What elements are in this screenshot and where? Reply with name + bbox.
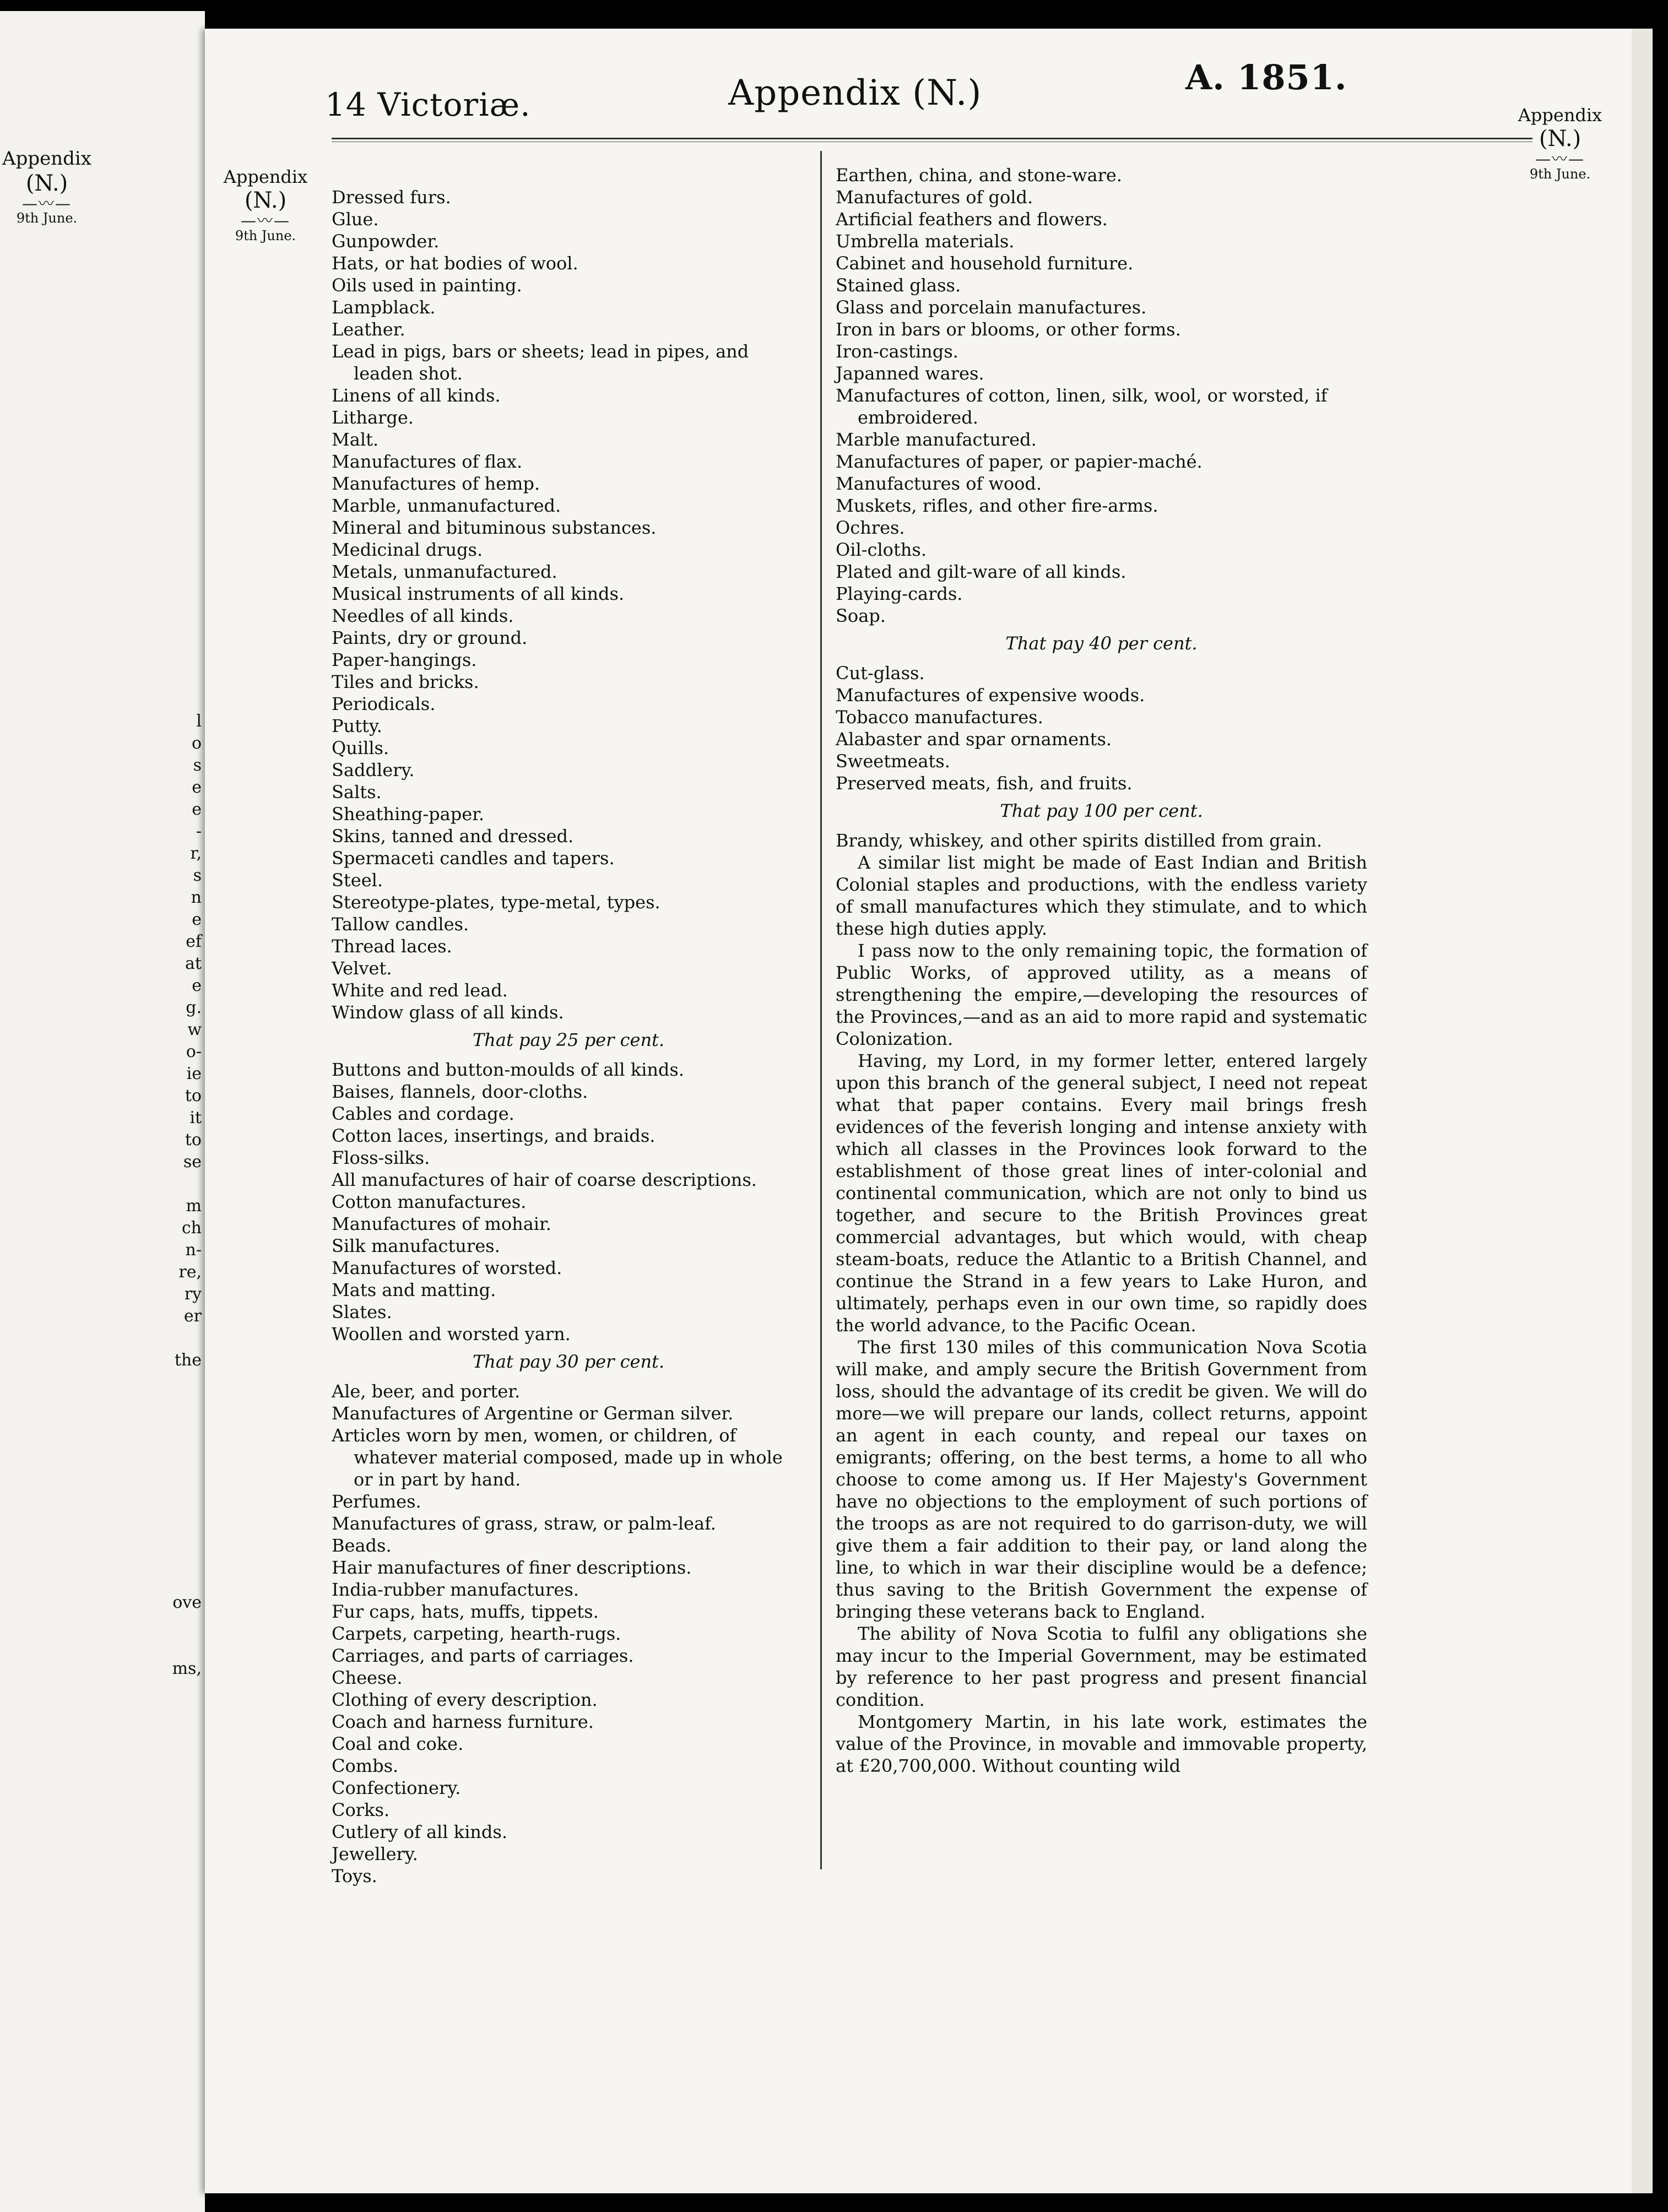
previous-page-fragment: o (191, 734, 202, 753)
duty-item: Tobacco manufactures. (836, 707, 1043, 728)
duty-item: Velvet. (332, 958, 392, 979)
duty-item: Manufactures of paper, or papier-maché. (836, 451, 1203, 472)
previous-page-fragment: er (183, 1306, 202, 1326)
duty-item: India-rubber manufactures. (332, 1579, 579, 1600)
duty-item: Carriages, and parts of carriages. (332, 1645, 634, 1666)
duty-item: Manufactures of worsted. (332, 1257, 562, 1278)
previous-page-fragment: ove (172, 1593, 202, 1612)
duty-item: Manufactures of expensive woods. (836, 685, 1145, 706)
section-heading-25: That pay 25 per cent. (472, 1029, 665, 1050)
duty-item: Silk manufactures. (332, 1235, 500, 1256)
duty-item: Cables and cordage. (332, 1103, 515, 1124)
duty-item: Stained glass. (836, 275, 961, 296)
duty-list-general (332, 186, 805, 1023)
duty-item: Ochres. (836, 517, 905, 538)
duty-item: Baises, flannels, door-cloths. (332, 1081, 588, 1102)
duty-item: Fur caps, hats, muffs, tippets. (332, 1601, 599, 1622)
previous-page-margin-note (0, 148, 94, 226)
duty-item: Manufactures of hemp. (332, 473, 540, 494)
previous-page-fragment: s (193, 866, 202, 885)
duty-item: Saddlery. (332, 760, 415, 780)
previous-page-fragment: to (185, 1086, 202, 1105)
duty-item: Manufactures of grass, straw, or palm-leaf. (332, 1513, 716, 1534)
body-paragraph: The ability of Nova Scotia to fulfil any obligations she may incur to the Imperial Government, may be estimated by reference to her past progress and present financial condition. (836, 1623, 1367, 1710)
duty-item: Salts. (332, 782, 382, 803)
duty-item: Hair manufactures of finer descriptions. (332, 1557, 692, 1578)
duty-item: Stereotype-plates, type-metal, types. (332, 892, 660, 913)
previous-page-fragment: ch (181, 1218, 202, 1238)
duty-item: Manufactures of mohair. (332, 1213, 551, 1234)
duty-item: Iron-castings. (836, 341, 958, 362)
previous-page-fragment: w (187, 1020, 202, 1039)
duty-item: Putty. (332, 715, 382, 736)
previous-page-fragment: n (191, 888, 202, 907)
duty-item: Spermaceti candles and tapers. (332, 848, 615, 869)
duty-item: Gunpowder. (332, 231, 440, 252)
previous-page-fragment: se (183, 1152, 202, 1172)
margin-note-label: Appendix (223, 166, 308, 187)
duty-list-30-percent (332, 1380, 805, 1887)
previous-page-fragment: ie (186, 1064, 202, 1083)
duty-item: Mineral and bituminous substances. (332, 517, 657, 538)
duty-item: Articles worn by men, women, or children, of whatever material composed, made up in whole or in part by hand. (332, 1425, 783, 1490)
previous-page-fragment: r, (190, 844, 202, 863)
duty-item: Lead in pigs, bars or sheets; lead in pipes, and leaden shot. (332, 341, 749, 384)
running-head-title: Appendix (N.) (728, 73, 982, 113)
letter-body (836, 852, 1367, 1777)
body-paragraph: A similar list might be made of East Indian and British Colonial staples and productions, with the endless variety of small manufactures which they stimulate, and to which these high duties apply. (836, 852, 1367, 939)
duty-item: White and red lead. (332, 980, 508, 1001)
duty-item: Coal and coke. (332, 1733, 464, 1754)
duty-item: Japanned wares. (836, 363, 984, 384)
duty-item: Manufactures of wood. (836, 473, 1042, 494)
previous-page-fragment: to (185, 1130, 202, 1150)
duty-item: Artificial feathers and flowers. (836, 209, 1108, 230)
previous-page-fragment: s (193, 756, 202, 775)
duty-item: Dressed furs. (332, 187, 451, 208)
column-right (836, 164, 1367, 1777)
duty-item: Marble, unmanufactured. (332, 495, 561, 516)
margin-note-swash: —〰— (240, 212, 290, 230)
duty-item: Carpets, carpeting, hearth-rugs. (332, 1623, 621, 1644)
duty-item: Preserved meats, fish, and fruits. (836, 773, 1133, 794)
duty-item: Umbrella materials. (836, 231, 1015, 252)
duty-item: Cheese. (332, 1667, 403, 1688)
duty-item: Oils used in painting. (332, 275, 522, 296)
duty-item: Leather. (332, 319, 405, 340)
duty-item: Jewellery. (332, 1844, 418, 1864)
previous-page-fragment: e (192, 778, 202, 797)
duty-item: Paints, dry or ground. (332, 627, 528, 648)
previous-page-fragment: n- (185, 1240, 202, 1260)
duty-item: All manufactures of hair of coarse descriptions. (332, 1169, 757, 1190)
duty-item: Cut-glass. (836, 663, 925, 684)
previous-page-fragment: l (196, 712, 202, 731)
body-paragraph: Having, my Lord, in my former letter, entered largely upon this branch of the general subject, I need not repeat what that paper contains. Every mail brings fresh evidences of the feverish longing and intense anxiety with which all classes in the Provinces look forward to the establishment of those great lines of inter-colonial and continental communication, which are not only to bind us together, and secure to the British Provinces great commercial advantages, but which would, with cheap steam-boats, reduce the Atlantic to a British Channel, and continue the Strand in a few years to Lake Huron, and ultimately, perhaps even in our own time, so rapidly does the world advance, to the Pacific Ocean. (836, 1050, 1367, 1336)
duty-item: Earthen, china, and stone-ware. (836, 165, 1123, 186)
duty-item: Playing-cards. (836, 583, 963, 604)
duty-item: Combs. (332, 1755, 399, 1776)
duty-item: Corks. (332, 1799, 390, 1820)
duty-item: Iron in bars or blooms, or other forms. (836, 319, 1181, 340)
duty-item: Tallow candles. (332, 914, 469, 935)
section-heading-30: That pay 30 per cent. (472, 1351, 665, 1372)
previous-page-edge (0, 11, 205, 2212)
duty-list-continued (836, 164, 1367, 627)
previous-page-fragment: o- (186, 1042, 202, 1061)
left-margin-note (205, 166, 326, 243)
margin-note-swash: —〰— (21, 194, 72, 213)
duty-item: Sheathing-paper. (332, 804, 485, 825)
duty-item: Ale, beer, and porter. (332, 1381, 521, 1402)
margin-note-date: 9th June. (235, 227, 296, 243)
previous-page-fragment: the (174, 1351, 202, 1370)
previous-page-fragment: e (192, 910, 202, 929)
page (205, 29, 1632, 2193)
duty-item: Steel. (332, 870, 383, 891)
previous-page-fragment: m (186, 1196, 202, 1216)
page-edge-strip (1632, 29, 1653, 2193)
section-heading-100: That pay 100 per cent. (1000, 800, 1203, 821)
duty-item: Litharge. (332, 407, 414, 428)
duty-item: Hats, or hat bodies of wool. (332, 253, 578, 274)
previous-page-fragment: re, (178, 1262, 202, 1282)
duty-item: Slates. (332, 1302, 392, 1322)
previous-page-fragment: e (192, 800, 202, 819)
duty-item: Metals, unmanufactured. (332, 561, 557, 582)
duty-item: Manufactures of cotton, linen, silk, wool, or worsted, if embroidered. (836, 385, 1328, 428)
margin-note-label: Appendix (2, 148, 91, 170)
column-divider (820, 151, 822, 1869)
previous-page-fragment: - (196, 822, 202, 841)
duty-item: Cotton laces, insertings, and braids. (332, 1125, 656, 1146)
previous-page-fragment: ms, (172, 1659, 202, 1678)
margin-note-swash: —〰— (1535, 150, 1585, 169)
duty-item-100-percent: Brandy, whiskey, and other spirits distilled from grain. (836, 830, 1323, 851)
duty-item: Perfumes. (332, 1491, 421, 1512)
body-paragraph: I pass now to the only remaining topic, the formation of Public Works, of approved utility, as a means of strengthening the empire,—developing the resources of the Provinces,—and as an aid to more rapid and systematic Colonization. (836, 940, 1367, 1049)
duty-item: Manufactures of Argentine or German silver. (332, 1403, 734, 1424)
duty-item: Medicinal drugs. (332, 539, 483, 560)
running-head-session: 14 Victoriæ. (325, 86, 531, 123)
duty-item: Linens of all kinds. (332, 385, 501, 406)
duty-item: Clothing of every description. (332, 1689, 598, 1710)
margin-note-letter: (N.) (1539, 126, 1582, 152)
column-left (332, 186, 805, 1887)
previous-page-fragment: ry (184, 1284, 202, 1304)
duty-item: Lampblack. (332, 297, 436, 318)
duty-item: Marble manufactured. (836, 429, 1037, 450)
duty-item: Paper-hangings. (332, 649, 477, 670)
duty-list-40-percent (836, 662, 1367, 794)
body-paragraph: The first 130 miles of this communication Nova Scotia will make, and amply secure the British Government from loss, should the advantage of its credit be given. We will do more—we will prepare our lands, collect returns, appoint an agent in each county, and repeal our taxes on emigrants; offering, on the best terms, a home to all who choose to come among us. If Her Majesty's Government have no objections to the employment of such portions of the troops as are not required to do garrison-duty, we will give them a fair addition to their pay, or land along the line, to which in war their discipline would be a defence; thus saving to the British Government the expense of bringing these veterans back to England. (836, 1337, 1367, 1622)
margin-note-letter: (N.) (25, 170, 68, 196)
right-margin-note (1505, 105, 1615, 182)
duty-item: Floss-silks. (332, 1147, 430, 1168)
duty-item: Muskets, rifles, and other fire-arms. (836, 495, 1158, 516)
margin-note-date: 9th June. (16, 210, 78, 226)
duty-item: Tiles and bricks. (332, 671, 479, 692)
duty-item: Sweetmeats. (836, 751, 950, 772)
running-head-year: A. 1851. (1185, 57, 1347, 97)
duty-item: Mats and matting. (332, 1280, 496, 1300)
previous-page-fragment: e (192, 976, 202, 995)
previous-page-fragment: it (189, 1108, 202, 1127)
duty-item: Thread laces. (332, 936, 452, 957)
duty-item: Plated and gilt-ware of all kinds. (836, 561, 1127, 582)
duty-item: Needles of all kinds. (332, 605, 514, 626)
margin-note-date: 9th June. (1529, 166, 1591, 182)
duty-item: Oil-cloths. (836, 539, 927, 560)
duty-item: Coach and harness furniture. (332, 1711, 594, 1732)
duty-item: Periodicals. (332, 693, 436, 714)
duty-item: Confectionery. (332, 1777, 461, 1798)
section-heading-40: That pay 40 per cent. (1005, 633, 1198, 654)
duty-list-25-percent (332, 1059, 805, 1345)
duty-item: Glass and porcelain manufactures. (836, 297, 1147, 318)
margin-note-label: Appendix (1518, 105, 1602, 126)
duty-item: Woollen and worsted yarn. (332, 1324, 571, 1344)
duty-item: Manufactures of gold. (836, 187, 1033, 208)
duty-item: Skins, tanned and dressed. (332, 826, 574, 847)
duty-item: Musical instruments of all kinds. (332, 583, 625, 604)
margin-note-letter: (N.) (244, 188, 287, 214)
duty-item: Cutlery of all kinds. (332, 1821, 507, 1842)
duty-item: Buttons and button-moulds of all kinds. (332, 1059, 684, 1080)
duty-item: Cotton manufactures. (332, 1191, 527, 1212)
duty-item: Soap. (836, 605, 886, 626)
duty-item: Glue. (332, 209, 379, 230)
header-rule (332, 138, 1532, 142)
duty-item: Manufactures of flax. (332, 451, 523, 472)
duty-item: Window glass of all kinds. (332, 1002, 564, 1023)
previous-page-fragment: g. (186, 998, 202, 1017)
duty-item: Quills. (332, 738, 389, 758)
duty-item: Alabaster and spar ornaments. (836, 729, 1112, 750)
duty-item: Malt. (332, 429, 379, 450)
duty-item: Toys. (332, 1866, 377, 1886)
duty-item: Beads. (332, 1535, 392, 1556)
previous-page-fragment: at (185, 954, 202, 973)
body-paragraph: Montgomery Martin, in his late work, estimates the value of the Province, in movable and immovable property, at £20,700,000. Without counting wild (836, 1711, 1367, 1776)
previous-page-fragment: ef (186, 932, 202, 951)
duty-item: Cabinet and household furniture. (836, 253, 1134, 274)
